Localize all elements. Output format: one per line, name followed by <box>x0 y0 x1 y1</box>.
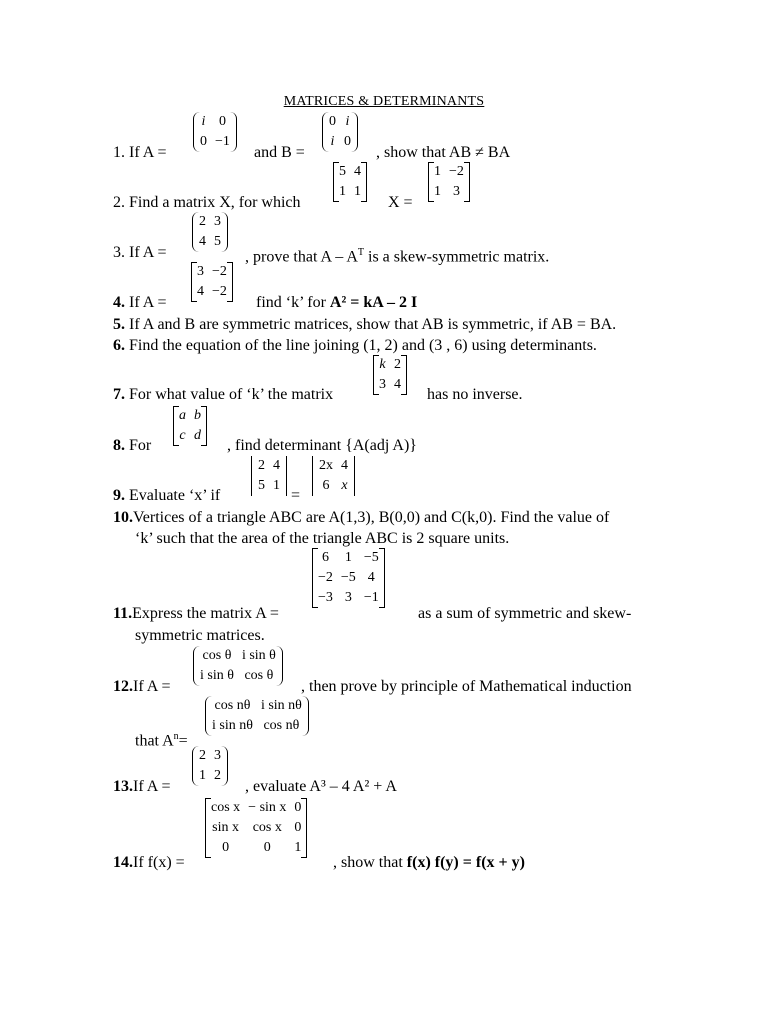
matrix-cell: 4 <box>341 458 348 473</box>
question-number: 3. <box>113 244 125 261</box>
matrix-cell: 5 <box>258 478 265 493</box>
matrix-A-q11 <box>312 548 385 608</box>
matrix-row <box>207 838 305 858</box>
question-11 <box>113 604 279 624</box>
question-1-end: , show that AB ≠ BA <box>376 144 511 161</box>
matrix-cell: 3 <box>214 748 221 763</box>
question-number: 4. <box>113 294 125 311</box>
matrix-cell: cos nθ <box>263 718 300 733</box>
question-text: = <box>178 732 188 750</box>
matrix-table <box>195 212 225 252</box>
matrix-cell: 1 <box>434 164 441 179</box>
matrix-cell: b <box>194 408 201 423</box>
question-text: If A = <box>129 294 167 311</box>
matrix-q2-left <box>333 162 367 202</box>
question-number: 5. <box>113 316 125 333</box>
matrix-cell: 1 <box>339 184 346 199</box>
matrix-cell: 0 <box>222 840 230 855</box>
question-10-line2: ‘k’ such that the area of the triangle ABC is 2 square units. <box>135 530 510 547</box>
matrix-cell: 3 <box>197 264 204 279</box>
determinant-q9-right <box>312 456 355 496</box>
matrix-cell: −5 <box>363 550 379 565</box>
question-text: If A = <box>133 678 171 695</box>
matrix-row <box>375 355 405 375</box>
question-number: 13. <box>113 778 133 795</box>
matrix-row <box>430 162 468 182</box>
matrix-cell: cos x <box>252 820 282 835</box>
matrix-cell: 5 <box>339 164 346 179</box>
matrix-table <box>335 162 365 202</box>
question-3 <box>113 243 166 263</box>
question-number: 6. <box>113 337 125 354</box>
matrix-row <box>195 746 225 766</box>
question-text: Express the matrix A = <box>132 605 279 622</box>
matrix-row <box>254 476 284 496</box>
question-number: 2. <box>113 194 125 211</box>
matrix-cell: k <box>379 357 386 372</box>
question-text: Vertices of a triangle ABC are A(1,3), B(0,0) and C(k,0). Find the value of <box>133 509 610 526</box>
matrix-cell: cos nθ <box>214 698 251 713</box>
question-8 <box>113 436 151 456</box>
matrix-cell: 1 <box>354 184 361 199</box>
matrix-cell: 0 <box>329 114 336 129</box>
question-8-end: , find determinant {A(adj A)} <box>227 437 417 454</box>
matrix-cell: −5 <box>340 570 356 585</box>
question-2 <box>113 193 301 213</box>
question-text: that A <box>135 732 174 750</box>
matrix-cell: − sin x <box>248 800 287 815</box>
matrix-cell: 2 <box>258 458 265 473</box>
matrix-table <box>430 162 468 202</box>
matrix-row <box>195 212 225 232</box>
question-11-line2: symmetric matrices. <box>135 627 265 644</box>
matrix-q14 <box>205 798 307 858</box>
matrix-cell: 4 <box>367 570 375 585</box>
question-7-end: has no inverse. <box>427 386 523 403</box>
superscript: n <box>173 731 179 742</box>
question-12-line2 <box>135 727 188 751</box>
question-5 <box>113 315 616 335</box>
matrix-row <box>195 232 225 252</box>
matrix-cell: 3 <box>379 377 386 392</box>
matrix-cell: 2 <box>199 214 206 229</box>
matrix-cell: 4 <box>354 164 361 179</box>
matrix-cell: i <box>201 114 206 129</box>
matrix-cell: 0 <box>294 800 302 815</box>
matrix-cell: 6 <box>321 550 329 565</box>
matrix-cell: 1 <box>344 550 352 565</box>
question-text: If A = <box>133 778 171 795</box>
matrix-row <box>314 588 383 608</box>
question-3-end <box>245 243 549 267</box>
matrix-row <box>325 132 355 152</box>
matrix-cell: 0 <box>263 840 271 855</box>
matrix-cell: 2 <box>214 768 221 783</box>
matrix-row <box>193 262 231 282</box>
matrix-cell: 4 <box>199 234 206 249</box>
matrix-row <box>207 818 305 838</box>
matrix-q2-right <box>428 162 470 202</box>
matrix-table <box>175 406 205 446</box>
question-text: For <box>129 437 152 454</box>
matrix-cell: i <box>330 134 335 149</box>
question-12 <box>113 677 170 697</box>
question-number: 7. <box>113 386 125 403</box>
matrix-cell: 0 <box>294 820 302 835</box>
question-12-end: , then prove by principle of Mathematical induction <box>301 678 632 695</box>
question-number: 11. <box>113 605 133 622</box>
matrix-row <box>315 456 352 476</box>
matrix-An-q12 <box>205 696 309 736</box>
matrix-cell: 2 <box>394 357 401 372</box>
matrix-table <box>314 548 383 608</box>
question-text: If f(x) = <box>133 854 185 871</box>
matrix-cell: 6 <box>322 478 330 493</box>
matrix-cell: 0 <box>200 134 207 149</box>
matrix-table <box>325 112 355 152</box>
matrix-row <box>314 568 383 588</box>
question-4-end <box>256 293 417 313</box>
matrix-table <box>315 456 352 496</box>
question-text: is a skew-symmetric matrix. <box>364 248 550 266</box>
question-number: 14. <box>113 854 133 871</box>
matrix-cell: c <box>179 428 186 443</box>
question-text: , prove that A – A <box>245 248 358 266</box>
matrix-cell: cos x <box>211 800 241 815</box>
matrix-cell: i <box>345 114 350 129</box>
matrix-A-q12 <box>193 646 283 686</box>
matrix-q8 <box>173 406 207 446</box>
matrix-cell: 4 <box>197 284 204 299</box>
question-9-equals: = <box>291 487 301 504</box>
question-14 <box>113 853 185 873</box>
matrix-cell: −2 <box>212 264 227 279</box>
question-7 <box>113 385 333 405</box>
matrix-table <box>195 746 225 786</box>
matrix-row <box>335 162 365 182</box>
matrix-cell: 1 <box>199 768 206 783</box>
matrix-cell: 1 <box>294 840 302 855</box>
matrix-row <box>196 666 280 686</box>
matrix-row <box>207 798 305 818</box>
question-number: 12. <box>113 678 133 695</box>
question-text: If A = <box>129 144 167 161</box>
matrix-cell: −2 <box>212 284 227 299</box>
matrix-cell: 4 <box>273 458 280 473</box>
question-2-x: X = <box>388 194 413 211</box>
matrix-cell: 1 <box>273 478 280 493</box>
question-1-and: and B = <box>254 144 305 161</box>
matrix-A-q4 <box>191 262 233 302</box>
matrix-row <box>193 282 231 302</box>
matrix-cell: cos θ <box>202 648 232 663</box>
matrix-cell: a <box>179 408 186 423</box>
question-text: If A and B are symmetric matrices, show that AB is symmetric, if AB = BA. <box>129 316 617 333</box>
question-14-end <box>333 853 525 873</box>
question-text: Find a matrix X, for which <box>129 194 301 211</box>
question-formula: f(x) f(y) = f(x + y) <box>406 854 525 871</box>
matrix-row <box>325 112 355 132</box>
matrix-q7 <box>373 355 407 395</box>
matrix-table <box>207 798 305 858</box>
matrix-row <box>254 456 284 476</box>
matrix-cell: d <box>194 428 201 443</box>
question-4 <box>113 293 166 313</box>
matrix-table <box>375 355 405 395</box>
matrix-row <box>175 426 205 446</box>
question-10 <box>113 508 609 528</box>
matrix-cell: cos θ <box>244 668 274 683</box>
matrix-cell: −3 <box>318 590 333 605</box>
matrix-row <box>175 406 205 426</box>
question-text: Find the equation of the line joining (1, 2) and (3 , 6) using determinants. <box>129 337 597 354</box>
matrix-table <box>193 262 231 302</box>
matrix-cell: 3 <box>452 184 460 199</box>
question-text: find ‘k’ for <box>256 294 330 311</box>
question-1 <box>113 143 166 163</box>
question-9 <box>113 486 220 506</box>
matrix-cell: −2 <box>318 570 333 585</box>
question-13-end: , evaluate A³ – 4 A² + A <box>245 778 397 795</box>
matrix-row <box>208 696 306 716</box>
matrix-row <box>196 646 280 666</box>
matrix-row <box>335 182 365 202</box>
determinant-q9-left <box>251 456 287 496</box>
matrix-cell: 3 <box>344 590 352 605</box>
matrix-cell: 5 <box>214 234 221 249</box>
matrix-cell: 1 <box>434 184 441 199</box>
question-number: 10. <box>113 509 133 526</box>
matrix-cell: 0 <box>218 114 226 129</box>
matrix-cell: sin x <box>212 820 239 835</box>
matrix-row <box>430 182 468 202</box>
question-number: 8. <box>113 437 125 454</box>
matrix-cell: i sin nθ <box>212 718 253 733</box>
question-text: For what value of ‘k’ the matrix <box>129 386 334 403</box>
superscript: T <box>357 247 364 258</box>
page-title: MATRICES & DETERMINANTS <box>283 94 485 109</box>
matrix-table <box>196 646 280 686</box>
question-text: , show that <box>333 854 407 871</box>
matrix-table <box>196 112 234 152</box>
matrix-cell: i sin θ <box>200 668 234 683</box>
matrix-B-q1 <box>322 112 358 152</box>
matrix-cell: i sin θ <box>241 648 276 663</box>
matrix-row <box>208 716 306 736</box>
matrix-row <box>314 548 383 568</box>
matrix-A-q13 <box>192 746 228 786</box>
matrix-row <box>315 476 352 496</box>
matrix-row <box>196 112 234 132</box>
question-11-end: as a sum of symmetric and skew- <box>418 605 632 622</box>
matrix-cell: 3 <box>214 214 221 229</box>
question-text: Evaluate ‘x’ if <box>129 487 221 504</box>
matrix-row <box>196 132 234 152</box>
matrix-cell: 2x <box>319 458 333 473</box>
question-13 <box>113 777 170 797</box>
question-text: If A = <box>129 244 167 261</box>
matrix-A-q1 <box>193 112 237 152</box>
matrix-table <box>208 696 306 736</box>
matrix-cell: −2 <box>449 164 464 179</box>
matrix-cell: 4 <box>394 377 401 392</box>
question-6 <box>113 336 597 356</box>
matrix-row <box>375 375 405 395</box>
question-formula: A² = kA – 2 I <box>329 294 418 311</box>
matrix-cell: −1 <box>363 590 379 605</box>
matrix-cell: x <box>341 478 348 493</box>
matrix-row <box>195 766 225 786</box>
matrix-cell: −1 <box>215 134 230 149</box>
matrix-A-q3 <box>192 212 228 252</box>
question-number: 1. <box>113 144 125 161</box>
question-number: 9. <box>113 487 125 504</box>
matrix-table <box>254 456 284 496</box>
matrix-cell: i sin nθ <box>260 698 302 713</box>
matrix-cell: 0 <box>344 134 351 149</box>
matrix-cell: 2 <box>199 748 206 763</box>
